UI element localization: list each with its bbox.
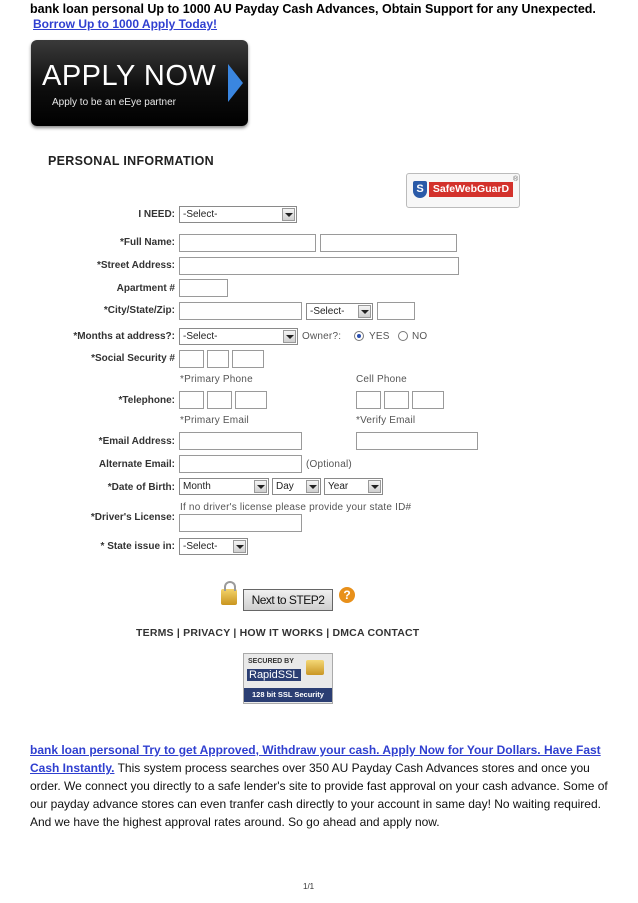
state-value: -Select- <box>310 306 345 317</box>
state-issue-value: -Select- <box>183 541 218 552</box>
chevron-down-icon <box>282 208 295 221</box>
chevron-down-icon <box>254 480 267 493</box>
verify-email-input[interactable] <box>356 432 478 450</box>
cell-phone-label: Cell Phone <box>356 374 407 385</box>
cell-line-input[interactable] <box>412 391 444 409</box>
license-input[interactable] <box>179 514 302 532</box>
ssl-strength: 128 bit SSL Security <box>244 688 332 702</box>
i-need-label: I NEED: <box>138 209 175 220</box>
help-icon[interactable]: ? <box>339 587 355 603</box>
dob-year-value: Year <box>328 481 349 492</box>
body-link[interactable]: bank loan personal Try to get Approved, Withdraw your cash. Apply Now for Your Dollars. Have Fast Cash Instantly. <box>30 743 601 775</box>
borrow-link[interactable]: Borrow Up to 1000 Apply Today! <box>33 17 218 31</box>
ssn-part2-input[interactable] <box>207 350 229 368</box>
registered-mark: ® <box>513 176 519 183</box>
email-label: *Email Address: <box>98 436 175 447</box>
owner-yes-radio[interactable] <box>354 331 364 341</box>
chevron-down-icon <box>306 480 319 493</box>
phone-area-input[interactable] <box>179 391 204 409</box>
months-value: -Select- <box>183 331 218 342</box>
ssn-part1-input[interactable] <box>179 350 204 368</box>
street-address-label: *Street Address: <box>97 260 175 271</box>
badge-text: SafeWebGuarD <box>429 182 513 197</box>
city-input[interactable] <box>179 302 302 320</box>
shield-icon: S <box>413 181 427 198</box>
street-address-input[interactable] <box>179 257 459 275</box>
apartment-input[interactable] <box>179 279 228 297</box>
padlock-icon <box>306 660 324 675</box>
primary-email-label: *Primary Email <box>180 415 249 426</box>
last-name-input[interactable] <box>320 234 457 252</box>
chevron-down-icon <box>368 480 381 493</box>
license-hint: If no driver's license please provide your state ID# <box>180 502 412 513</box>
ssn-part3-input[interactable] <box>232 350 264 368</box>
footer-links[interactable]: TERMS | PRIVACY | HOW IT WORKS | DMCA CONTACT <box>136 627 420 639</box>
email-input[interactable] <box>179 432 302 450</box>
ssn-label: *Social Security # <box>91 353 175 364</box>
apply-now-subtext: Apply to be an eEye partner <box>52 97 176 108</box>
next-step-button[interactable]: Next to STEP2 <box>243 589 333 611</box>
body-text: This system process searches over 350 AU Payday Cash Advances stores and once you order. We connect you directly to a safe lender's site to provide fast approval on your cash advance. Some of our payday advance stores can even tranfer cash directly to your account in same day! No waiting required. And we have the highest approval rates around. So go ahead and apply now. <box>30 761 608 829</box>
lock-icon <box>221 589 237 605</box>
first-name-input[interactable] <box>179 234 316 252</box>
body-paragraph <box>30 741 612 831</box>
page-title: bank loan personal Up to 1000 AU Payday Cash Advances, Obtain Support for any Unexpected. <box>30 2 596 16</box>
months-at-address-label: *Months at address?: <box>73 331 175 342</box>
apply-now-heading: APPLY NOW <box>42 60 217 92</box>
phone-prefix-input[interactable] <box>207 391 232 409</box>
dob-year-select[interactable] <box>324 478 383 495</box>
section-title: PERSONAL INFORMATION <box>48 154 214 168</box>
cell-area-input[interactable] <box>356 391 381 409</box>
state-select[interactable] <box>306 303 373 320</box>
state-issue-select[interactable] <box>179 538 248 555</box>
zip-input[interactable] <box>377 302 415 320</box>
ssl-secured-by: SECURED BY <box>248 658 294 665</box>
city-state-zip-label: *City/State/Zip: <box>103 305 175 316</box>
dob-day-value: Day <box>276 481 294 492</box>
chevron-down-icon <box>233 540 246 553</box>
owner-no-label: NO <box>412 331 428 342</box>
owner-label: Owner?: <box>302 331 342 342</box>
apartment-label: Apartment # <box>116 283 175 294</box>
dob-day-select[interactable] <box>272 478 321 495</box>
verify-email-label: *Verify Email <box>356 415 416 426</box>
months-select[interactable] <box>179 328 298 345</box>
owner-yes-label: YES <box>369 331 390 342</box>
phone-line-input[interactable] <box>235 391 267 409</box>
play-arrow-icon <box>228 64 243 102</box>
apply-now-banner[interactable] <box>31 40 248 126</box>
safewebguard-badge <box>406 173 520 208</box>
cell-prefix-input[interactable] <box>384 391 409 409</box>
dob-label: *Date of Birth: <box>107 482 175 493</box>
dob-month-select[interactable] <box>179 478 269 495</box>
page-number: 1/1 <box>303 882 315 891</box>
rapidssl-seal <box>243 653 333 704</box>
ssl-brand: RapidSSL <box>249 669 299 681</box>
license-label: *Driver's License: <box>90 512 175 523</box>
alt-email-label: Alternate Email: <box>98 459 175 470</box>
chevron-down-icon <box>358 305 371 318</box>
state-issue-label: * State issue in: <box>100 541 175 552</box>
telephone-label: *Telephone: <box>118 395 175 406</box>
optional-note: (Optional) <box>306 459 352 470</box>
primary-phone-label: *Primary Phone <box>180 374 253 385</box>
owner-no-radio[interactable] <box>398 331 408 341</box>
chevron-down-icon <box>283 330 296 343</box>
i-need-select[interactable] <box>179 206 297 223</box>
alt-email-input[interactable] <box>179 455 302 473</box>
dob-month-value: Month <box>183 481 211 492</box>
i-need-value: -Select- <box>183 209 218 220</box>
full-name-label: *Full Name: <box>119 237 175 248</box>
